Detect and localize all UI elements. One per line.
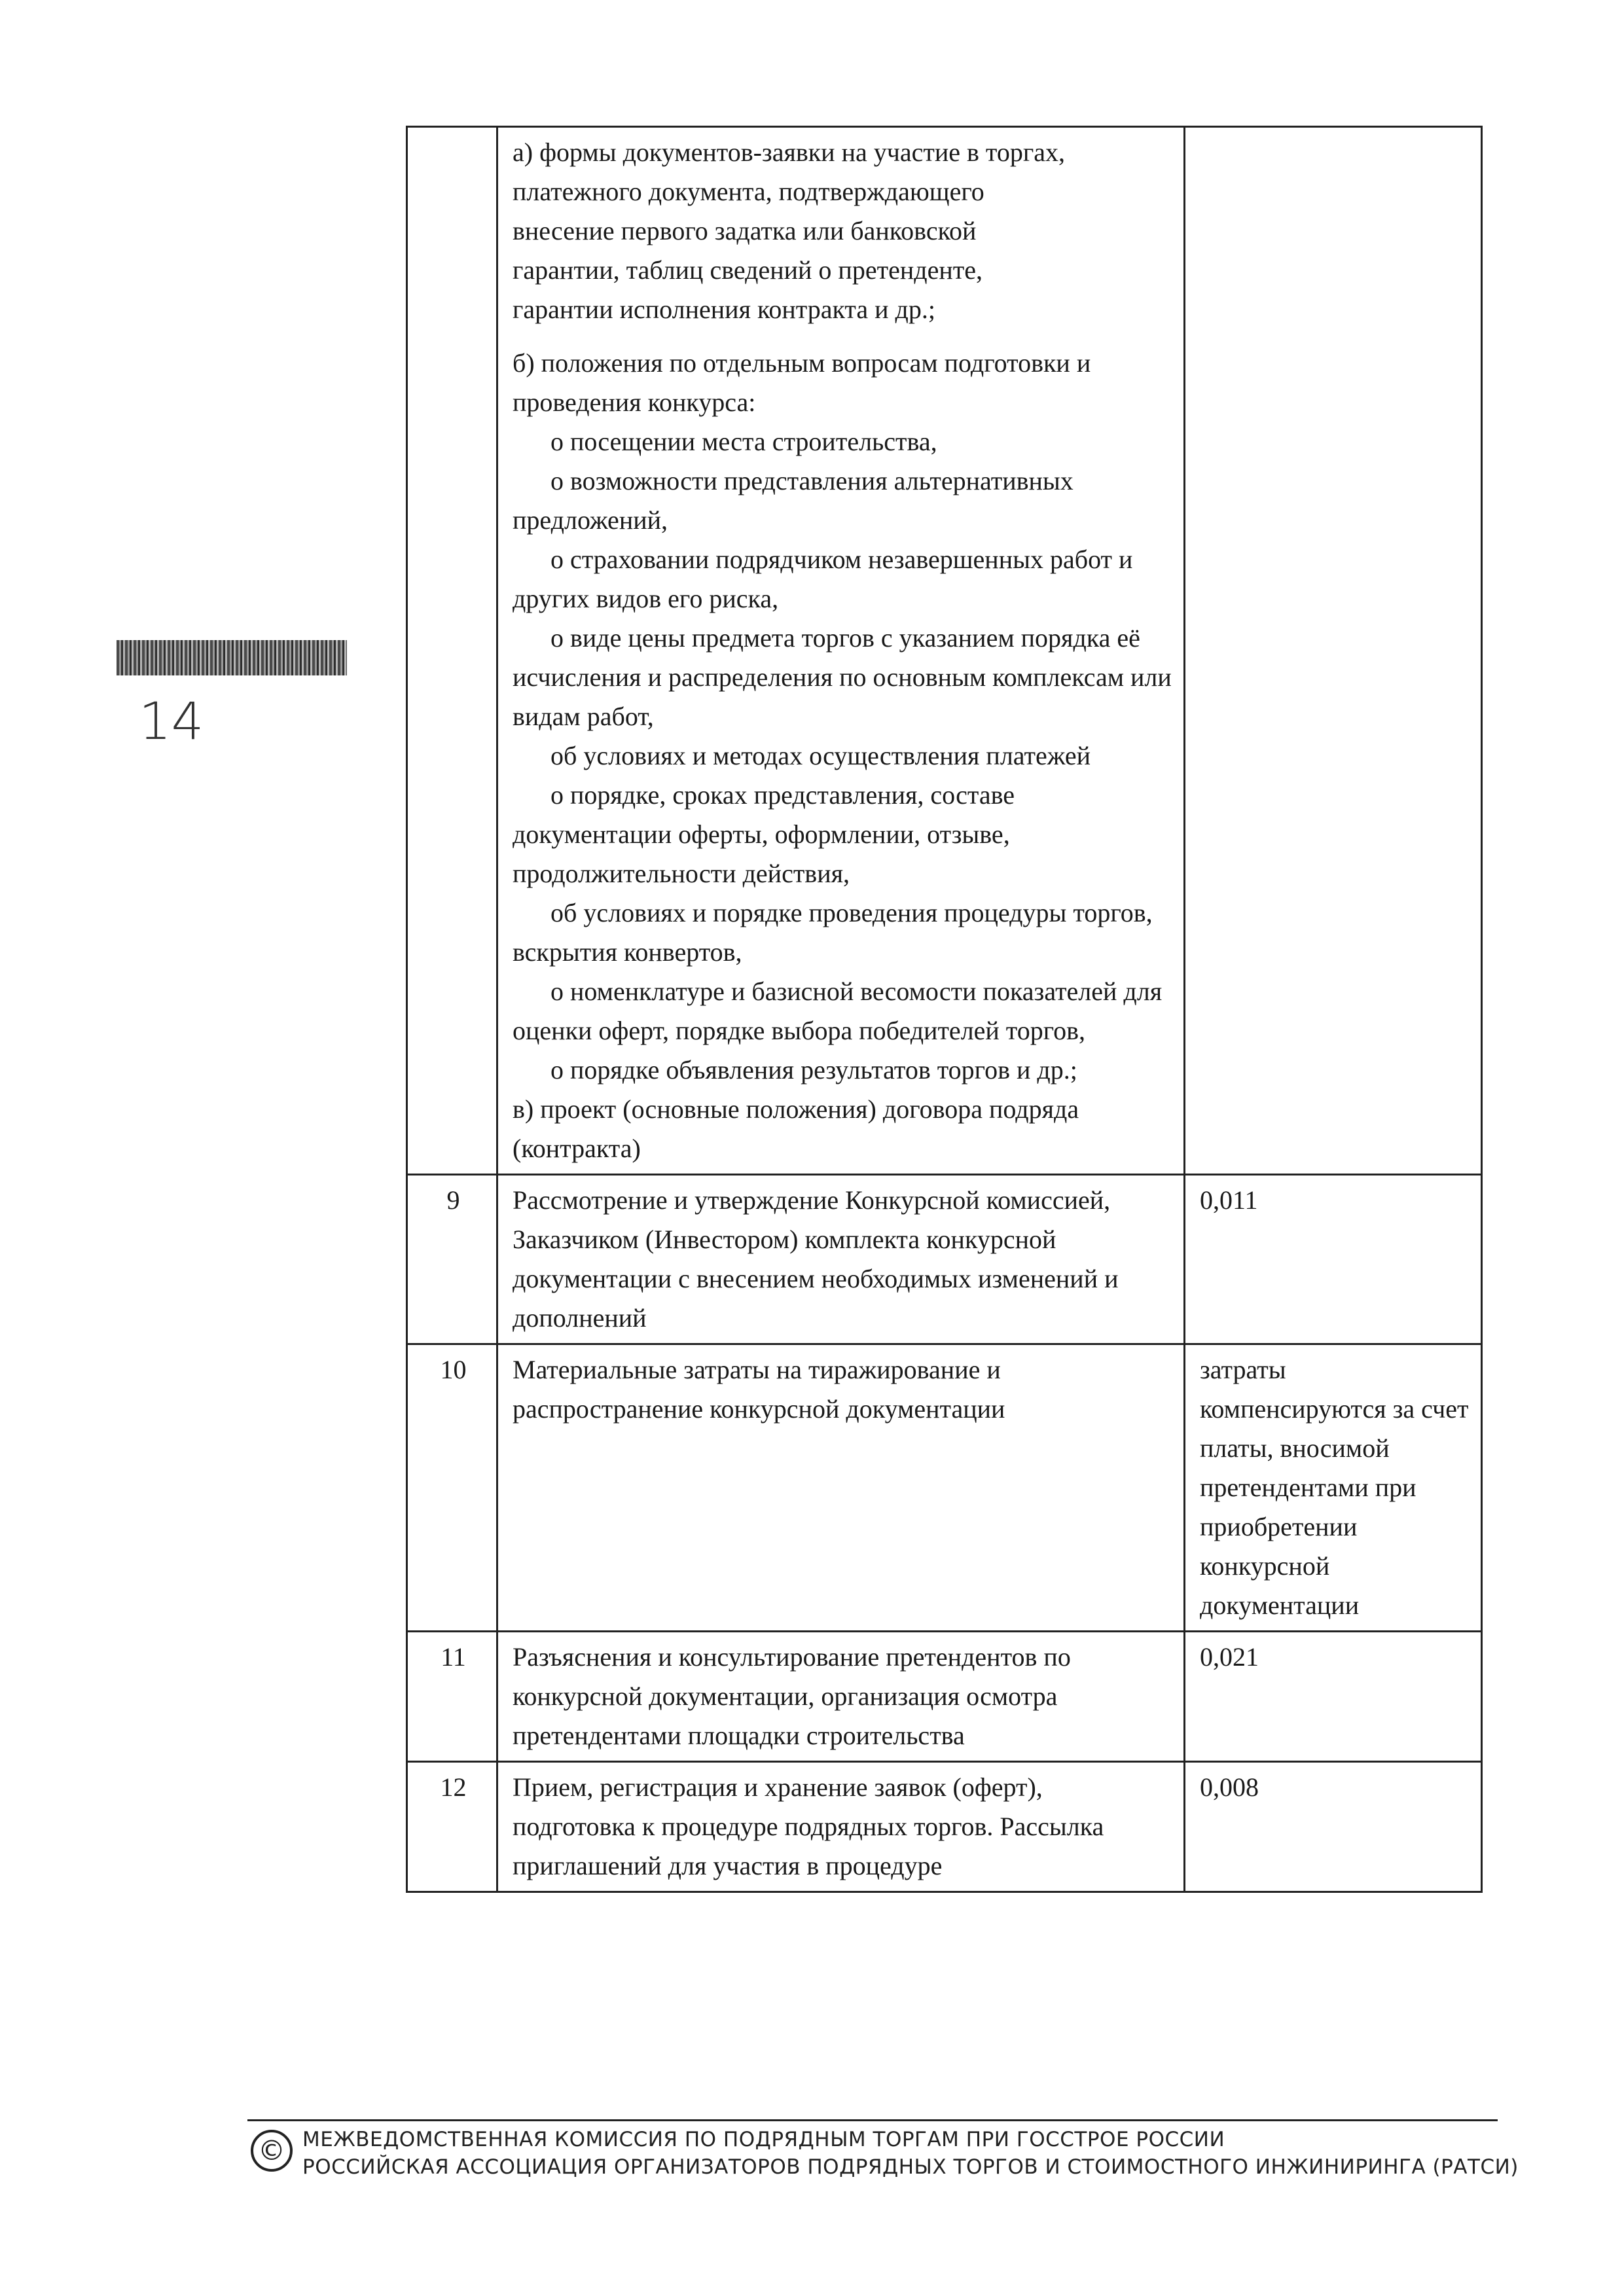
page-number-bar — [117, 640, 347, 675]
work-description: Прием, регистрация и хранение заявок (оферт), подготовка к процедуре подрядных торгов. Рассылка приглашений для участия в процедуре — [497, 1762, 1185, 1892]
paragraph-a-line: а) формы документов-заявки на участие в торгах, — [513, 137, 1066, 167]
work-description: Рассмотрение и утверждение Конкурсной комиссией, Заказчиком (Инвестором) комплекта конкурсной документации с внесением необходимых изменений и дополнений — [497, 1175, 1185, 1344]
footer-divider — [247, 2119, 1498, 2121]
list-item: о порядке объявления результатов торгов и др.; — [550, 1055, 1077, 1085]
cost-value: 0,021 — [1185, 1632, 1482, 1762]
row-number: 9 — [407, 1175, 497, 1344]
row-number: 10 — [407, 1344, 497, 1632]
work-description: Разъяснения и консультирование претендентов по конкурсной документации, организация осмотра претендентами площадки строительства — [497, 1632, 1185, 1762]
paragraph-a-line: гарантии исполнения контракта и др.; — [513, 295, 936, 324]
list-item: о виде цены предмета торгов с указанием порядка её исчисления и распределения по основным комплексам или видам работ, — [513, 623, 1172, 731]
list-item: о номенклатуре и базисной весомости показателей для оценки оферт, порядке выбора победителей торгов, — [513, 977, 1163, 1045]
cost-value: 0,008 — [1185, 1762, 1482, 1892]
list-item: о возможности представления альтернативных предложений, — [513, 466, 1074, 535]
table-row-continuation — [407, 127, 1482, 1175]
table-row — [407, 1344, 1482, 1632]
list-item: об условиях и методах осуществления платежей — [550, 741, 1091, 770]
footer-line-2: РОССИЙСКАЯ АССОЦИАЦИЯ ОРГАНИЗАТОРОВ ПОДРЯДНЫХ ТОРГОВ И СТОИМОСТНОГО ИНЖИНИРИНГА (РАТСИ) — [302, 2155, 1519, 2179]
page-number: 14 — [139, 692, 204, 751]
cost-value: затраты компенсируются за счет платы, вносимой претендентами при приобретении конкурсной документации — [1185, 1344, 1482, 1632]
table-row — [407, 1762, 1482, 1892]
cost-value: 0,011 — [1185, 1175, 1482, 1344]
list-item: об условиях и порядке проведения процедуры торгов, вскрытия конвертов, — [513, 898, 1153, 967]
table-row — [407, 1175, 1482, 1344]
list-item: о порядке, сроках представления, составе документации оферты, оформлении, отзыве, продолжительности действия, — [513, 780, 1015, 888]
row-number-cell — [407, 127, 497, 1175]
work-description: Материальные затраты на тиражирование и распространение конкурсной документации — [497, 1344, 1185, 1632]
paragraph-a — [513, 133, 1172, 329]
work-description-cell — [497, 127, 1185, 1175]
row-number: 11 — [407, 1632, 497, 1762]
footer-text — [302, 2126, 1519, 2181]
copyright-icon: © — [251, 2130, 293, 2172]
paragraph-c: в) проект (основные положения) договора подряда (контракта) — [513, 1094, 1079, 1163]
row-number: 12 — [407, 1762, 497, 1892]
paragraph-b-heading: б) положения по отдельным вопросам подготовки и проведения конкурса: — [513, 348, 1091, 417]
list-item: о посещении места строительства, — [550, 427, 937, 456]
list-item: о страховании подрядчиком незавершенных работ и других видов его риска, — [513, 545, 1133, 613]
footer-line-1: МЕЖВЕДОМСТВЕННАЯ КОМИССИЯ ПО ПОДРЯДНЫМ ТОРГАМ ПРИ ГОССТРОЕ РОССИИ — [302, 2128, 1225, 2151]
table-row — [407, 1632, 1482, 1762]
paragraph-a-line: платежного документа, подтверждающего — [513, 177, 984, 206]
paragraph-a-line: внесение первого задатка или банковской — [513, 216, 977, 245]
cost-value-cell — [1185, 127, 1482, 1175]
works-table — [406, 126, 1483, 1893]
paragraph-a-line: гарантии, таблиц сведений о претенденте, — [513, 255, 983, 285]
